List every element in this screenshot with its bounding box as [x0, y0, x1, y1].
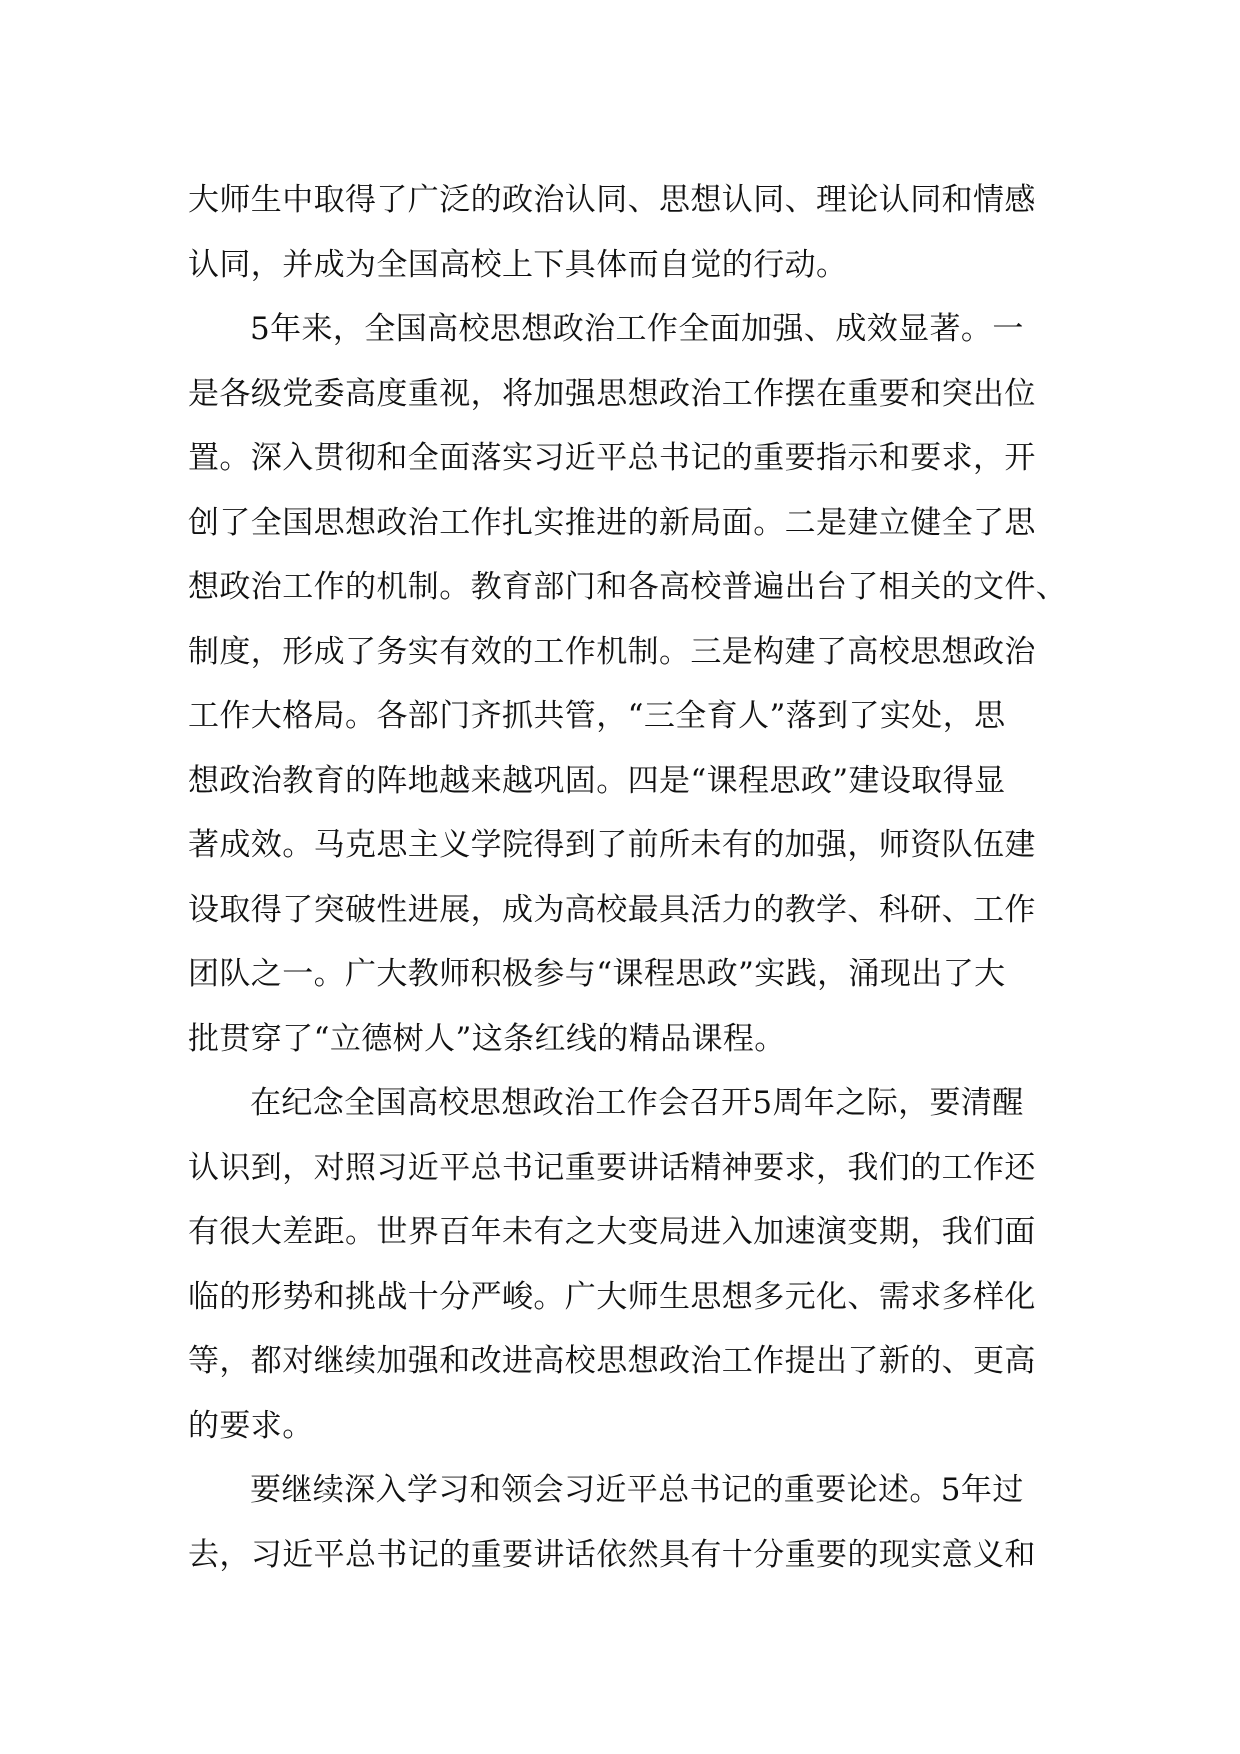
text-line: 大师生中取得了广泛的政治认同、思想认同、理论认同和情感 [188, 182, 1036, 218]
text-line: 的要求。 [188, 1407, 314, 1444]
text-line: 制度，形成了务实有效的工作机制。三是构建了高校思想政治 [188, 633, 1036, 670]
text-line: 想政治教育的阵地越来越巩固。四是“课程思政”建设取得显 [188, 762, 1006, 799]
text-line: 著成效。马克思主义学院得到了前所未有的加强，师资队伍建 [188, 827, 1036, 863]
text-line: 想政治工作的机制。教育部门和各高校普遍出台了相关的文件、 [188, 569, 1068, 605]
text-line: 5年来，全国高校思想政治工作全面加强、成效显著。一 [250, 311, 1024, 347]
text-line: 是各级党委高度重视，将加强思想政治工作摆在重要和突出位 [188, 375, 1036, 412]
text-line: 要继续深入学习和领会习近平总书记的重要论述。5年过 [250, 1472, 1024, 1508]
text-line: 团队之一。广大教师积极参与“课程思政”实践，涌现出了大 [188, 956, 1006, 992]
text-line: 认同，并成为全国高校上下具体而自觉的行动。 [188, 246, 848, 283]
text-line: 设取得了突破性进展，成为高校最具活力的教学、科研、工作 [188, 891, 1036, 928]
text-line: 在纪念全国高校思想政治工作会召开5周年之际，要清醒 [250, 1085, 1024, 1121]
text-line: 有很大差距。世界百年未有之大变局进入加速演变期，我们面 [188, 1214, 1036, 1250]
text-line: 去，习近平总书记的重要讲话依然具有十分重要的现实意义和 [188, 1536, 1036, 1573]
text-line: 工作大格局。各部门齐抓共管，“三全育人”落到了实处，思 [188, 698, 1006, 734]
text-line: 批贯穿了“立德树人”这条红线的精品课程。 [188, 1020, 786, 1057]
text-line: 临的形势和挑战十分严峻。广大师生思想多元化、需求多样化 [188, 1278, 1036, 1315]
text-line: 置。深入贯彻和全面落实习近平总书记的重要指示和要求，开 [188, 440, 1036, 476]
document-body [188, 168, 1068, 1587]
text-line: 认识到，对照习近平总书记重要讲话精神要求，我们的工作还 [188, 1149, 1036, 1186]
text-line: 等，都对继续加强和改进高校思想政治工作提出了新的、更高 [188, 1343, 1036, 1379]
text-line: 创了全国思想政治工作扎实推进的新局面。二是建立健全了思 [188, 504, 1036, 541]
